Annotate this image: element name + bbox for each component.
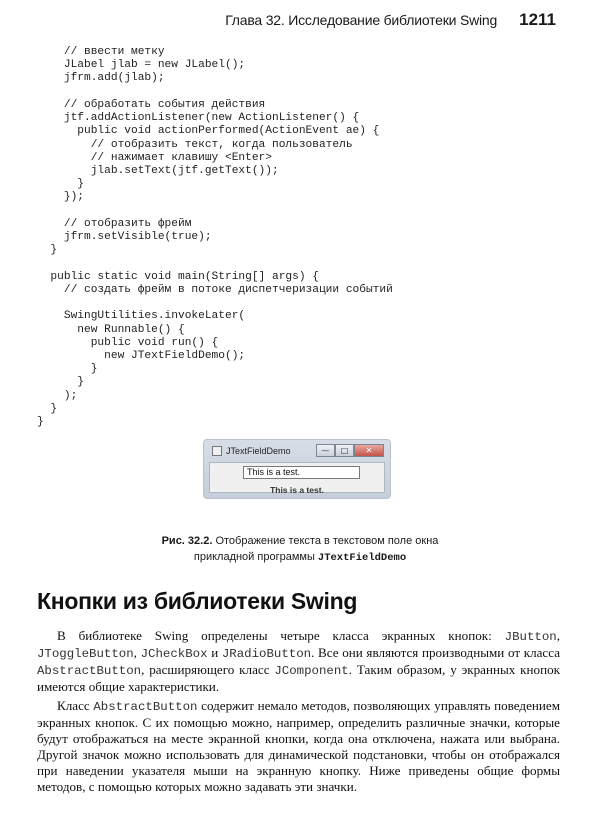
- code-line: // ввести метку: [37, 46, 165, 58]
- inline-code: AbstractButton: [93, 700, 198, 714]
- chapter-title: Глава 32. Исследование библиотеки Swing: [225, 12, 498, 28]
- inline-code: JCheckBox: [140, 647, 208, 661]
- code-line: public void run() {: [37, 336, 219, 349]
- code-line: // отобразить текст, когда пользователь: [37, 138, 353, 151]
- inline-code: AbstractButton: [37, 664, 142, 678]
- caption-number: Рис. 32.2.: [161, 535, 213, 547]
- window-controls: [316, 444, 384, 457]
- code-line: new Runnable() {: [37, 323, 185, 336]
- code-line: }: [37, 244, 58, 257]
- close-icon[interactable]: ✕: [354, 444, 384, 457]
- app-window-icon: [212, 446, 222, 456]
- section-heading: Кнопки из библиотеки Swing: [37, 588, 358, 614]
- text-field[interactable]: This is a test.: [243, 466, 360, 479]
- inline-code: JComponent: [274, 664, 349, 678]
- code-line: jfrm.add(jlab);: [37, 72, 165, 85]
- figure-caption: [130, 533, 470, 566]
- code-line: }: [37, 376, 84, 389]
- code-line: jfrm.setVisible(true);: [37, 231, 212, 244]
- code-line: }: [37, 178, 84, 191]
- text-run: . Таким образом, у экранных кнопок имеются общие характеристики.: [37, 662, 560, 694]
- inline-code: JButton: [504, 630, 557, 644]
- figure-jtextfield-window: [203, 439, 391, 499]
- code-line: new JTextFieldDemo();: [37, 350, 246, 363]
- window-content: [209, 462, 385, 493]
- inline-code: JToggleButton: [37, 647, 134, 661]
- code-line: public static void main(String[] args) {: [37, 270, 319, 283]
- code-line: // обработать события действия: [37, 98, 266, 111]
- text-run: ,: [133, 645, 141, 660]
- echo-label: This is a test.: [270, 485, 324, 495]
- caption-text: Отображение текста в текстовом поле окна прикладной программы: [193, 535, 439, 563]
- running-header: [225, 10, 556, 34]
- maximize-icon[interactable]: □: [335, 444, 354, 457]
- code-line: }: [37, 416, 44, 429]
- code-line: }: [37, 363, 98, 376]
- caption-class-name: JTextFieldDemo: [317, 552, 407, 564]
- paragraph-2: [37, 698, 560, 795]
- text-run: Класс: [57, 698, 94, 713]
- code-line: );: [37, 389, 78, 402]
- code-line: // создать фрейм в потоке диспетчеризации событий: [37, 283, 393, 296]
- text-run: В библиотеке Swing определены четыре класса экранных кнопок:: [57, 628, 505, 643]
- code-line: JLabel jlab = new JLabel();: [37, 59, 246, 72]
- code-listing: [37, 46, 557, 429]
- code-line: jtf.addActionListener(new ActionListener() {: [37, 112, 360, 125]
- text-run: ,: [556, 628, 560, 643]
- inline-code: JRadioButton: [221, 647, 312, 661]
- code-line: public void actionPerformed(ActionEvent ae) {: [37, 125, 380, 138]
- paragraph-1: [37, 628, 560, 695]
- code-line: SwingUtilities.invokeLater(: [37, 310, 246, 323]
- text-run: , расширяющего класс: [141, 662, 275, 677]
- text-run: . Все они являются производными от класса: [311, 645, 561, 660]
- page-number: 1211: [519, 10, 556, 29]
- window-titlebar: [204, 440, 390, 462]
- text-run: и: [207, 645, 222, 660]
- minimize-icon[interactable]: —: [316, 444, 335, 457]
- code-line: // отобразить фрейм: [37, 217, 192, 230]
- text-run: содержит немало методов, позволяющих управлять поведением экранных кнопок. С их помощью можно, например, определить различные значки, которые будут отображаться на месте экранной кнопки, когда она отключена, нажата или выбрана. Другой значок можно использовать для динамической подстановки, чтобы он отображался при наведении указателя мыши на экранную кнопку. Ниже приведены общие формы методов, с помощью которых можно задавать эти значки.: [37, 698, 560, 794]
- code-line: // нажимает клавишу <Enter>: [37, 151, 272, 164]
- code-line: });: [37, 191, 84, 204]
- window-title: JTextFieldDemo: [226, 446, 291, 456]
- code-line: }: [37, 402, 58, 415]
- code-line: jlab.setText(jtf.getText());: [37, 164, 279, 177]
